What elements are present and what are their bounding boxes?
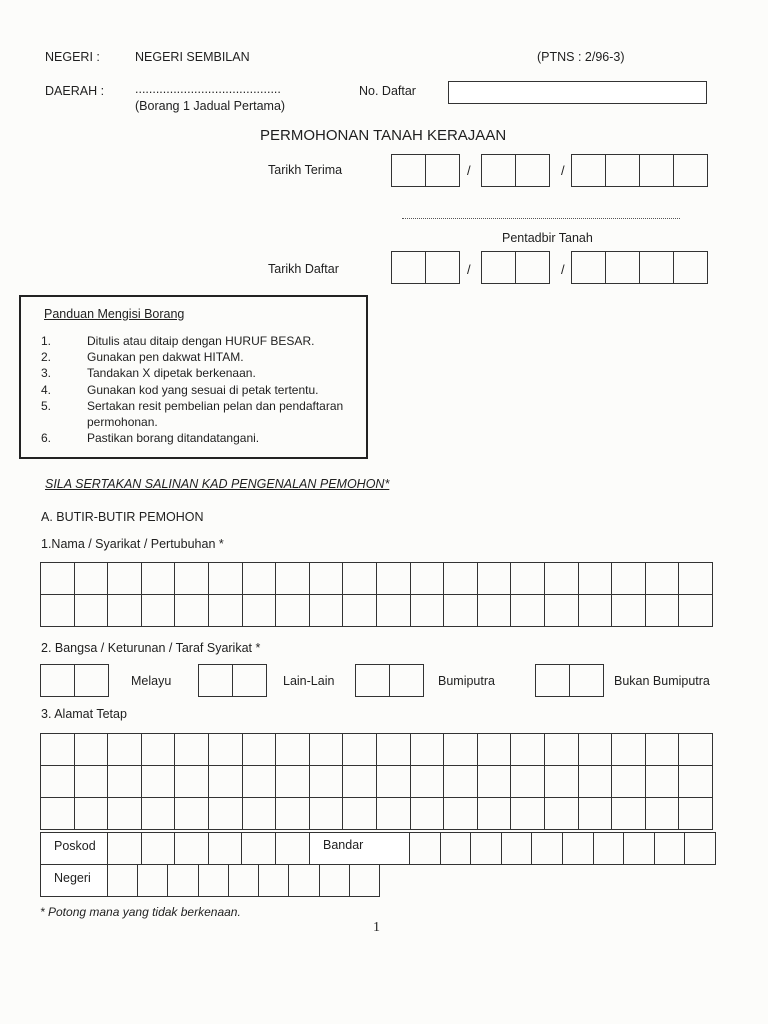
char-box[interactable] (259, 865, 289, 897)
char-box[interactable] (645, 798, 679, 830)
char-box[interactable] (275, 833, 309, 865)
char-box[interactable] (74, 766, 108, 798)
char-box[interactable] (679, 766, 713, 798)
char-box[interactable] (477, 595, 511, 627)
char-box[interactable] (141, 798, 175, 830)
page-title: PERMOHONAN TANAH KERAJAAN (260, 127, 507, 144)
char-box[interactable] (440, 833, 471, 865)
char-box[interactable] (208, 595, 242, 627)
poskod-label: Poskod (54, 839, 96, 853)
char-box[interactable] (208, 766, 242, 798)
negeri-field[interactable] (107, 864, 380, 897)
char-box[interactable] (376, 563, 410, 595)
guide-item-number: 4. (41, 382, 52, 397)
char-box[interactable] (679, 798, 713, 830)
char-box[interactable] (477, 766, 511, 798)
char-box[interactable] (141, 833, 175, 865)
guide-title: Panduan Mengisi Borang (44, 307, 185, 321)
daerah-label: DAERAH : (45, 84, 105, 98)
char-box[interactable] (343, 766, 377, 798)
char-box[interactable] (645, 766, 679, 798)
char-box[interactable] (444, 766, 478, 798)
guide-item (41, 365, 343, 381)
char-box[interactable] (319, 865, 349, 897)
char-box[interactable] (444, 563, 478, 595)
char-box[interactable] (41, 595, 75, 627)
guide-item-number (41, 414, 87, 430)
melayu-code-box[interactable] (40, 664, 109, 697)
char-box[interactable] (108, 595, 142, 627)
char-box[interactable] (645, 595, 679, 627)
option-lain-lain: Lain-Lain (283, 674, 335, 688)
char-box[interactable] (578, 563, 612, 595)
char-box[interactable] (138, 865, 168, 897)
char-box[interactable] (108, 865, 138, 897)
guide-item (41, 398, 343, 414)
tarikh-daftar-day[interactable] (391, 251, 460, 284)
option-bumiputra: Bumiputra (438, 674, 495, 688)
pentadbir-label: Pentadbir Tanah (502, 231, 593, 245)
char-box[interactable] (276, 734, 310, 766)
q2-label: 2. Bangsa / Keturunan / Taraf Syarikat * (41, 641, 261, 655)
char-box[interactable] (444, 595, 478, 627)
char-box[interactable] (544, 734, 578, 766)
char-box[interactable] (349, 865, 379, 897)
char-box[interactable] (578, 798, 612, 830)
guide-list (41, 333, 343, 446)
option-bukan-bumiputra: Bukan Bumiputra (614, 674, 710, 688)
char-box[interactable] (471, 833, 502, 865)
char-box[interactable] (175, 833, 209, 865)
char-box[interactable] (41, 734, 75, 766)
negeri-row (40, 864, 380, 897)
char-box[interactable] (242, 563, 276, 595)
char-box[interactable] (685, 833, 716, 865)
guide-item-text: permohonan. (87, 415, 158, 430)
char-box[interactable] (108, 798, 142, 830)
char-box[interactable] (41, 563, 75, 595)
char-box[interactable] (74, 563, 108, 595)
char-box[interactable] (343, 734, 377, 766)
tarikh-daftar-month[interactable] (481, 251, 550, 284)
char-box[interactable] (410, 595, 444, 627)
char-box[interactable] (376, 798, 410, 830)
section-a-title: A. BUTIR-BUTIR PEMOHON (41, 510, 204, 524)
char-box[interactable] (141, 595, 175, 627)
char-box[interactable] (141, 563, 175, 595)
char-box[interactable] (309, 766, 343, 798)
guide-item (41, 414, 343, 430)
negeri-label: NEGERI : (45, 50, 100, 64)
q1-label: 1.Nama / Syarikat / Pertubuhan * (41, 537, 224, 551)
guide-box (19, 295, 368, 459)
borang-note: (Borang 1 Jadual Pertama) (135, 99, 286, 113)
char-box[interactable] (679, 734, 713, 766)
address-grid[interactable] (40, 733, 713, 830)
char-box[interactable] (276, 798, 310, 830)
q3-label: 3. Alamat Tetap (41, 707, 127, 721)
char-box[interactable] (242, 833, 276, 865)
guide-item-text: Gunakan pen dakwat HITAM. (87, 350, 244, 365)
char-box[interactable] (544, 798, 578, 830)
guide-item-text: Sertakan resit pembelian pelan dan pendaftaran (87, 398, 344, 413)
option-melayu: Melayu (131, 674, 172, 688)
char-box[interactable] (276, 766, 310, 798)
guide-item (41, 382, 343, 398)
char-box[interactable] (74, 595, 108, 627)
guide-item-number: 1. (41, 334, 52, 348)
char-box[interactable] (544, 563, 578, 595)
char-box[interactable] (578, 734, 612, 766)
char-box[interactable] (444, 734, 478, 766)
char-box[interactable] (41, 798, 75, 830)
char-box[interactable] (41, 766, 75, 798)
tarikh-terima-label: Tarikh Terima (268, 163, 343, 177)
char-box[interactable] (477, 734, 511, 766)
tarikh-daftar-label: Tarikh Daftar (268, 262, 339, 276)
char-box[interactable] (168, 865, 198, 897)
guide-item-number: 2. (41, 350, 52, 365)
char-box[interactable] (141, 766, 175, 798)
char-box[interactable] (228, 865, 258, 897)
char-box[interactable] (74, 734, 108, 766)
char-box[interactable] (511, 766, 545, 798)
daerah-value[interactable]: .......................................... (135, 82, 281, 96)
char-box[interactable] (593, 833, 624, 865)
bandar-label: Bandar (323, 838, 364, 852)
char-box[interactable] (376, 595, 410, 627)
char-box[interactable] (511, 595, 545, 627)
char-box[interactable] (477, 563, 511, 595)
char-box[interactable] (108, 734, 142, 766)
char-box[interactable] (309, 595, 343, 627)
guide-item-number: 3. (41, 366, 52, 381)
char-box[interactable] (562, 833, 593, 865)
no-daftar-field[interactable] (448, 81, 707, 104)
char-box[interactable] (410, 766, 444, 798)
char-box[interactable] (624, 833, 655, 865)
char-box[interactable] (343, 595, 377, 627)
poskod-field[interactable] (107, 832, 310, 865)
char-box[interactable] (309, 798, 343, 830)
char-box[interactable] (309, 563, 343, 595)
char-box[interactable] (108, 833, 142, 865)
char-box[interactable] (208, 563, 242, 595)
char-box[interactable] (612, 595, 646, 627)
char-box[interactable] (612, 798, 646, 830)
date-separator: / (467, 262, 471, 277)
date-separator: / (467, 163, 471, 178)
char-box[interactable] (612, 563, 646, 595)
lain-lain-code-box[interactable] (198, 664, 267, 697)
char-box[interactable] (276, 563, 310, 595)
negeri-value: NEGERI SEMBILAN (135, 50, 250, 64)
char-box[interactable] (289, 865, 319, 897)
date-separator: / (561, 262, 565, 277)
char-box[interactable] (141, 734, 175, 766)
tarikh-terima-day[interactable] (391, 154, 460, 187)
footnote: * Potong mana yang tidak berkenaan. (40, 905, 241, 919)
char-box[interactable] (108, 563, 142, 595)
char-box[interactable] (501, 833, 532, 865)
char-box[interactable] (612, 766, 646, 798)
char-box[interactable] (511, 798, 545, 830)
char-box[interactable] (511, 734, 545, 766)
char-box[interactable] (208, 798, 242, 830)
char-box[interactable] (679, 595, 713, 627)
char-box[interactable] (343, 798, 377, 830)
char-box[interactable] (645, 734, 679, 766)
bukan-bumiputra-code-box[interactable] (535, 664, 604, 697)
char-box[interactable] (410, 798, 444, 830)
tarikh-terima-year[interactable] (571, 154, 708, 187)
char-box[interactable] (645, 563, 679, 595)
page-number: 1 (373, 920, 380, 935)
signature-line (402, 218, 680, 219)
guide-item (41, 349, 343, 365)
guide-item-text: Tandakan X dipetak berkenaan. (87, 366, 256, 381)
char-box[interactable] (376, 766, 410, 798)
char-box[interactable] (410, 734, 444, 766)
char-box[interactable] (544, 766, 578, 798)
char-box[interactable] (410, 833, 441, 865)
guide-item-text: Gunakan kod yang sesuai di petak tertentu. (87, 382, 319, 397)
date-separator: / (561, 163, 565, 178)
char-box[interactable] (679, 563, 713, 595)
char-box[interactable] (108, 766, 142, 798)
char-box[interactable] (198, 865, 228, 897)
char-box[interactable] (175, 734, 209, 766)
char-box[interactable] (175, 766, 209, 798)
char-box[interactable] (612, 734, 646, 766)
char-box[interactable] (578, 595, 612, 627)
guide-item (41, 333, 343, 349)
guide-item-number: 6. (41, 431, 52, 446)
char-box[interactable] (343, 563, 377, 595)
tarikh-daftar-year[interactable] (571, 251, 708, 284)
char-box[interactable] (242, 798, 276, 830)
negeri-field-label: Negeri (54, 871, 91, 885)
char-box[interactable] (410, 563, 444, 595)
char-box[interactable] (208, 734, 242, 766)
char-box[interactable] (175, 563, 209, 595)
char-box[interactable] (276, 595, 310, 627)
bandar-field[interactable] (409, 832, 716, 865)
guide-item-text: Pastikan borang ditandatangani. (87, 431, 260, 446)
guide-item-text: Ditulis atau ditaip dengan HURUF BESAR. (87, 334, 315, 348)
char-box[interactable] (242, 734, 276, 766)
bumiputra-code-box[interactable] (355, 664, 424, 697)
char-box[interactable] (175, 595, 209, 627)
ic-notice: SILA SERTAKAN SALINAN KAD PENGENALAN PEMOHON* (45, 477, 390, 491)
char-box[interactable] (544, 595, 578, 627)
poskod-bandar-row (40, 832, 716, 865)
char-box[interactable] (309, 734, 343, 766)
char-box[interactable] (532, 833, 563, 865)
guide-item (41, 430, 343, 446)
tarikh-terima-month[interactable] (481, 154, 550, 187)
form-code: (PTNS : 2/96-3) (537, 50, 625, 64)
char-box[interactable] (578, 766, 612, 798)
char-box[interactable] (175, 798, 209, 830)
char-box[interactable] (376, 734, 410, 766)
char-box[interactable] (208, 833, 242, 865)
guide-item-number: 5. (41, 398, 52, 413)
char-box[interactable] (477, 798, 511, 830)
char-box[interactable] (74, 798, 108, 830)
name-grid[interactable] (40, 562, 713, 627)
char-box[interactable] (242, 595, 276, 627)
char-box[interactable] (654, 833, 685, 865)
char-box[interactable] (444, 798, 478, 830)
no-daftar-label: No. Daftar (359, 84, 416, 98)
char-box[interactable] (511, 563, 545, 595)
char-box[interactable] (242, 766, 276, 798)
